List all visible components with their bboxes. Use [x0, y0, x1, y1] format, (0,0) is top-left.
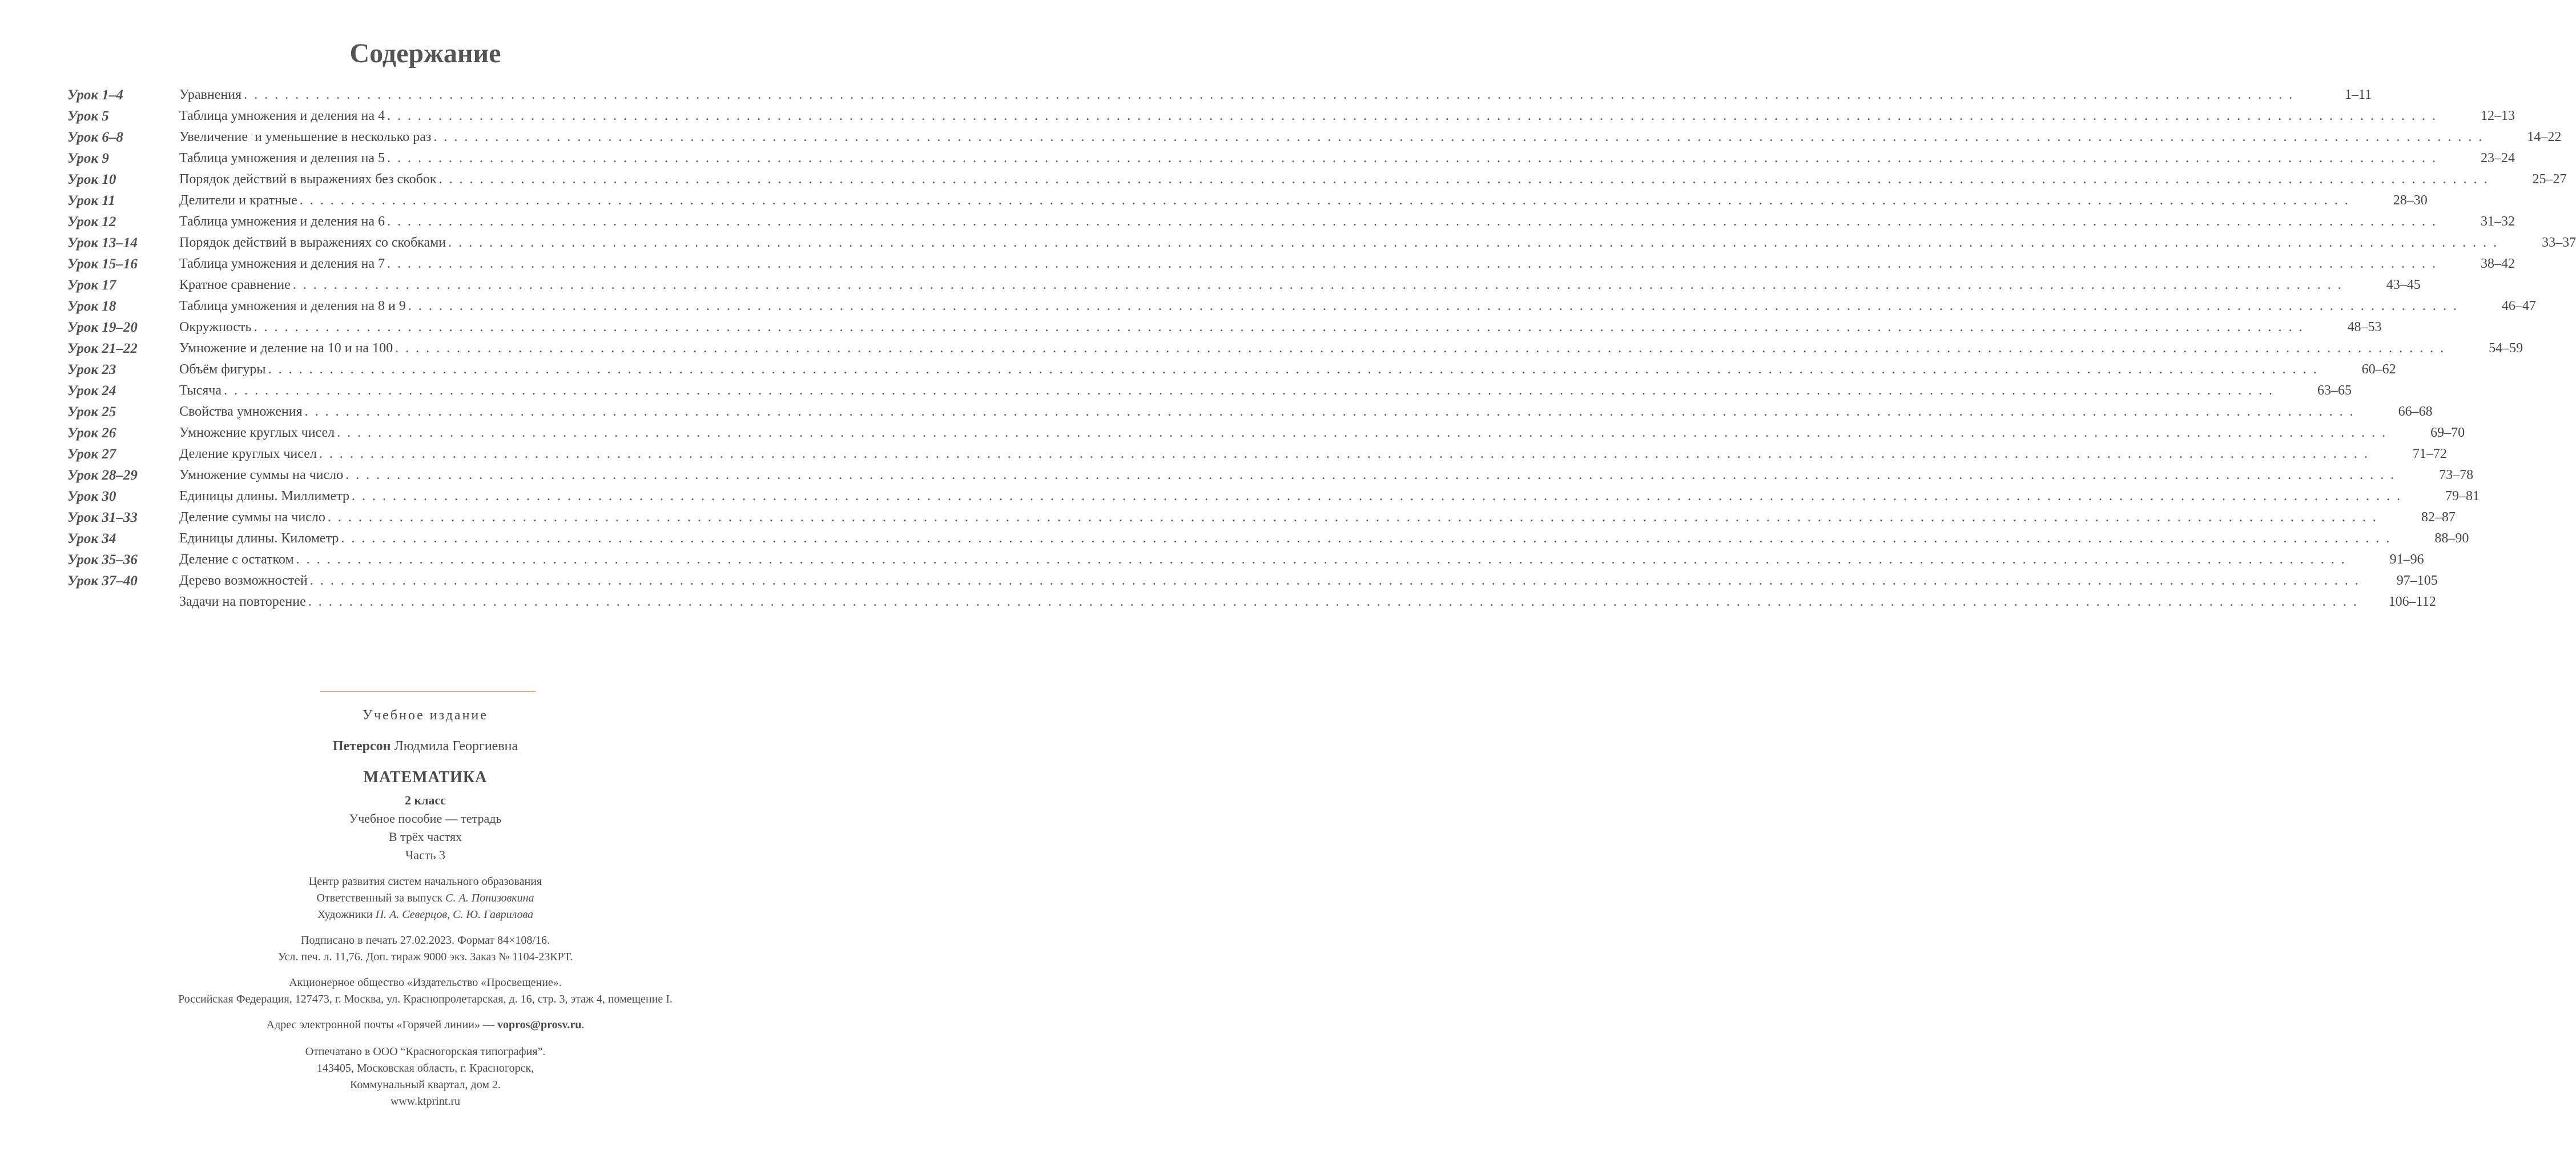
toc-pages: 88–90 — [2434, 531, 2469, 546]
toc-entry — [179, 338, 2523, 359]
toc-row — [67, 232, 2576, 253]
toc-entry — [179, 148, 2515, 169]
toc-leader-dots: . . . . . . . . . . . . . . . . . . . . . . . . . . . . . . . . . . . . . . . . . . . . . . . . . . . . . . . . . . . . . . . . . . . . . . . . . . . . . . . . . . . . . . . . . . . . . . . . . . . . . . . . . . . . . . . . . . . . . . . . . . . . . . . . . . . . . . . . . . . . . . . . . . . . . . . . . . . . . . . . . . . . . . . . . . . . . . . . . . . . . . . . . . . . . . . . . . . . . . . . — [308, 594, 2358, 609]
toc-entry — [179, 211, 2515, 232]
toc-leader-dots: . . . . . . . . . . . . . . . . . . . . . . . . . . . . . . . . . . . . . . . . . . . . . . . . . . . . . . . . . . . . . . . . . . . . . . . . . . . . . . . . . . . . . . . . . . . . . . . . . . . . . . . . . . . . . . . . . . . . . . . . . . . . . . . . . . . . . . . . . . . . . . . . . . . . . . . . . . . . . . . . . . . . . . . . . . . . . . . . . . . . . . . . . . . . . . . . . . . . . . . . — [341, 531, 2392, 546]
toc-row — [67, 338, 2523, 359]
toc-topic: Объём фигуры — [179, 362, 266, 377]
toc-leader-dots: . . . . . . . . . . . . . . . . . . . . . . . . . . . . . . . . . . . . . . . . . . . . . . . . . . . . . . . . . . . . . . . . . . . . . . . . . . . . . . . . . . . . . . . . . . . . . . . . . . . . . . . . . . . . . . . . . . . . . . . . . . . . . . . . . . . . . . . . . . . . . . . . . . . . . . . . . . . . . . . . . . . . . . . . . . . . . . . . . . . . . . . . . . . . . . . . . . . . . . . . — [387, 214, 2437, 229]
toc-leader-dots: . . . . . . . . . . . . . . . . . . . . . . . . . . . . . . . . . . . . . . . . . . . . . . . . . . . . . . . . . . . . . . . . . . . . . . . . . . . . . . . . . . . . . . . . . . . . . . . . . . . . . . . . . . . . . . . . . . . . . . . . . . . . . . . . . . . . . . . . . . . . . . . . . . . . . . . . . . . . . . . . . . . . . . . . . . . . . . . . . . . . . . . . . . . . . . . . . . . . . . . . — [224, 383, 2275, 398]
toc-entry — [179, 106, 2515, 127]
toc-row — [67, 507, 2456, 528]
toc-pages: 71–72 — [2412, 446, 2447, 461]
toc-topic: Порядок действий в выражениях без скобок — [179, 172, 437, 187]
toc-pages: 73–78 — [2439, 468, 2474, 482]
toc-leader-dots: . . . . . . . . . . . . . . . . . . . . . . . . . . . . . . . . . . . . . . . . . . . . . . . . . . . . . . . . . . . . . . . . . . . . . . . . . . . . . . . . . . . . . . . . . . . . . . . . . . . . . . . . . . . . . . . . . . . . . . . . . . . . . . . . . . . . . . . . . . . . . . . . . . . . . . . . . . . . . . . . . . . . . . . . . . . . . . . . . . . . . . . . . . . . . . . . . . . . . . . . — [438, 172, 2489, 187]
toc-topic: Окружность — [179, 320, 252, 335]
toc-entry — [179, 422, 2465, 444]
toc-row — [67, 401, 2433, 422]
toc-leader-dots: . . . . . . . . . . . . . . . . . . . . . . . . . . . . . . . . . . . . . . . . . . . . . . . . . . . . . . . . . . . . . . . . . . . . . . . . . . . . . . . . . . . . . . . . . . . . . . . . . . . . . . . . . . . . . . . . . . . . . . . . . . . . . . . . . . . . . . . . . . . . . . . . . . . . . . . . . . . . . . . . . . . . . . . . . . . . . . . . . . . . . . . . . . . . . . . . . . . . . . . . — [292, 277, 2343, 292]
signed-line: Подписано в печать 27.02.2023. Формат 84×108/16. — [301, 934, 550, 947]
email-suffix: . — [581, 1019, 585, 1031]
toc-topic: Уравнения — [179, 87, 242, 102]
toc-lesson: Урок 26 — [67, 425, 116, 441]
responsible-line — [0, 890, 851, 907]
table-of-contents — [67, 84, 2576, 613]
toc-topic: Свойства умножения — [179, 404, 303, 419]
imprint-block — [0, 706, 851, 1110]
toc-entry — [179, 465, 2474, 486]
printer-address-2: Коммунальный квартал, дом 2. — [350, 1078, 501, 1091]
toc-leader-dots: . . . . . . . . . . . . . . . . . . . . . . . . . . . . . . . . . . . . . . . . . . . . . . . . . . . . . . . . . . . . . . . . . . . . . . . . . . . . . . . . . . . . . . . . . . . . . . . . . . . . . . . . . . . . . . . . . . . . . . . . . . . . . . . . . . . . . . . . . . . . . . . . . . . . . . . . . . . . . . . . . . . . . . . . . . . . . . . . . . . . . . . . . . . . . . . . . . . . . . . . — [387, 256, 2437, 271]
toc-row — [67, 127, 2562, 148]
page-title: Содержание — [349, 38, 501, 69]
print-run-line: Усл. печ. л. 11,76. Доп. тираж 9000 экз. Заказ № 1104-23КРТ. — [277, 951, 573, 963]
toc-topic: Таблица умножения и деления на 6 — [179, 214, 385, 229]
book-parts: В трёх частях — [388, 830, 462, 844]
toc-lesson: Урок 35–36 — [67, 552, 138, 568]
toc-entry — [179, 444, 2447, 465]
toc-row — [67, 275, 2421, 296]
toc-topic: Увеличение и уменьшение в несколько раз — [179, 130, 432, 144]
toc-pages: 38–42 — [2480, 256, 2515, 271]
toc-leader-dots: . . . . . . . . . . . . . . . . . . . . . . . . . . . . . . . . . . . . . . . . . . . . . . . . . . . . . . . . . . . . . . . . . . . . . . . . . . . . . . . . . . . . . . . . . . . . . . . . . . . . . . . . . . . . . . . . . . . . . . . . . . . . . . . . . . . . . . . . . . . . . . . . . . . . . . . . . . . . . . . . . . . . . . . . . . . . . . . . . . . . . . . . . . . . . . . . . . . . . . . . — [268, 362, 2319, 377]
toc-lesson: Урок 10 — [67, 172, 116, 187]
toc-pages: 91–96 — [2389, 552, 2424, 567]
author-surname: Петерсон — [332, 739, 391, 754]
toc-pages: 54–59 — [2489, 341, 2523, 356]
toc-entry — [179, 359, 2396, 380]
toc-row — [67, 570, 2438, 591]
toc-row — [67, 190, 2428, 211]
toc-leader-dots: . . . . . . . . . . . . . . . . . . . . . . . . . . . . . . . . . . . . . . . . . . . . . . . . . . . . . . . . . . . . . . . . . . . . . . . . . . . . . . . . . . . . . . . . . . . . . . . . . . . . . . . . . . . . . . . . . . . . . . . . . . . . . . . . . . . . . . . . . . . . . . . . . . . . . . . . . . . . . . . . . . . . . . . . . . . . . . . . . . . . . . . . . . . . . . . . . . . . . . . . — [304, 404, 2355, 419]
toc-pages: 97–105 — [2396, 573, 2438, 588]
toc-pages: 12–13 — [2480, 108, 2515, 123]
toc-pages: 69–70 — [2430, 425, 2465, 440]
author-line — [0, 737, 851, 756]
artists-names: П. А. Северцов, С. Ю. Гаврилова — [375, 908, 534, 921]
toc-entry — [179, 507, 2456, 528]
toc-leader-dots: . . . . . . . . . . . . . . . . . . . . . . . . . . . . . . . . . . . . . . . . . . . . . . . . . . . . . . . . . . . . . . . . . . . . . . . . . . . . . . . . . . . . . . . . . . . . . . . . . . . . . . . . . . . . . . . . . . . . . . . . . . . . . . . . . . . . . . . . . . . . . . . . . . . . . . . . . . . . . . . . . . . . . . . . . . . . . . . . . . . . . . . . . . . . . . . . . . . . . . . . — [253, 320, 2304, 335]
toc-row — [67, 591, 2436, 613]
divider-line — [320, 691, 536, 692]
printed-by-line: Отпечатано в ООО “Красногорская типография”. — [305, 1045, 546, 1058]
artists-line — [0, 907, 851, 923]
subject-title: МАТЕМАТИКА — [363, 768, 488, 786]
toc-pages: 60–62 — [2361, 362, 2396, 377]
toc-lesson: Урок 34 — [67, 531, 116, 546]
toc-leader-dots: . . . . . . . . . . . . . . . . . . . . . . . . . . . . . . . . . . . . . . . . . . . . . . . . . . . . . . . . . . . . . . . . . . . . . . . . . . . . . . . . . . . . . . . . . . . . . . . . . . . . . . . . . . . . . . . . . . . . . . . . . . . . . . . . . . . . . . . . . . . . . . . . . . . . . . . . . . . . . . . . . . . . . . . . . . . . . . . . . . . . . . . . . . . . . . . . . . . . . . . . — [351, 489, 2402, 504]
toc-entry — [179, 190, 2428, 211]
toc-row — [67, 296, 2536, 317]
toc-leader-dots: . . . . . . . . . . . . . . . . . . . . . . . . . . . . . . . . . . . . . . . . . . . . . . . . . . . . . . . . . . . . . . . . . . . . . . . . . . . . . . . . . . . . . . . . . . . . . . . . . . . . . . . . . . . . . . . . . . . . . . . . . . . . . . . . . . . . . . . . . . . . . . . . . . . . . . . . . . . . . . . . . . . . . . . . . . . . . . . . . . . . . . . . . . . . . . . . . . . . . . . . — [433, 130, 2484, 144]
toc-pages: 66–68 — [2398, 404, 2433, 419]
toc-lesson: Урок 17 — [67, 277, 116, 293]
toc-lesson: Урок 11 — [67, 193, 115, 208]
toc-row — [67, 380, 2352, 401]
toc-topic: Умножение суммы на число — [179, 468, 344, 482]
email-link[interactable]: vopros@prosv.ru — [497, 1019, 582, 1031]
book-part: Часть 3 — [405, 848, 445, 862]
toc-pages: 43–45 — [2386, 277, 2421, 292]
toc-leader-dots: . . . . . . . . . . . . . . . . . . . . . . . . . . . . . . . . . . . . . . . . . . . . . . . . . . . . . . . . . . . . . . . . . . . . . . . . . . . . . . . . . . . . . . . . . . . . . . . . . . . . . . . . . . . . . . . . . . . . . . . . . . . . . . . . . . . . . . . . . . . . . . . . . . . . . . . . . . . . . . . . . . . . . . . . . . . . . . . . . . . . . . . . . . . . . . . . . . . . . . . . — [337, 425, 2388, 440]
toc-leader-dots: . . . . . . . . . . . . . . . . . . . . . . . . . . . . . . . . . . . . . . . . . . . . . . . . . . . . . . . . . . . . . . . . . . . . . . . . . . . . . . . . . . . . . . . . . . . . . . . . . . . . . . . . . . . . . . . . . . . . . . . . . . . . . . . . . . . . . . . . . . . . . . . . . . . . . . . . . . . . . . . . . . . . . . . . . . . . . . . . . . . . . . . . . . . . . . . . . . . . . . . . — [408, 299, 2458, 313]
toc-lesson: Урок 15–16 — [67, 256, 138, 272]
toc-topic: Единицы длины. Километр — [179, 531, 339, 546]
toc-row — [67, 486, 2480, 507]
toc-pages: 63–65 — [2317, 383, 2352, 398]
toc-row — [67, 444, 2447, 465]
responsible-label: Ответственный за выпуск — [316, 892, 443, 904]
edition-label: Учебное издание — [363, 708, 488, 723]
toc-topic: Таблица умножения и деления на 4 — [179, 108, 385, 123]
toc-topic: Таблица умножения и деления на 8 и 9 — [179, 299, 406, 313]
toc-pages: 31–32 — [2480, 214, 2515, 229]
printer-site[interactable]: www.ktprint.ru — [390, 1095, 461, 1108]
toc-topic: Порядок действий в выражениях со скобками — [179, 235, 446, 250]
toc-lesson: Урок 37–40 — [67, 573, 138, 589]
book-type: Учебное пособие — тетрадь — [349, 811, 502, 826]
responsible-name: С. А. Понизовкина — [445, 892, 534, 904]
toc-lesson: Урок 12 — [67, 214, 116, 230]
toc-topic: Таблица умножения и деления на 7 — [179, 256, 385, 271]
toc-row — [67, 169, 2567, 190]
toc-row — [67, 359, 2396, 380]
toc-entry — [179, 528, 2469, 549]
toc-lesson: Урок 30 — [67, 489, 116, 504]
toc-pages: 25–27 — [2532, 172, 2567, 187]
toc-row — [67, 84, 2372, 106]
toc-topic: Делители и кратные — [179, 193, 297, 208]
toc-pages: 46–47 — [2501, 299, 2536, 313]
toc-leader-dots: . . . . . . . . . . . . . . . . . . . . . . . . . . . . . . . . . . . . . . . . . . . . . . . . . . . . . . . . . . . . . . . . . . . . . . . . . . . . . . . . . . . . . . . . . . . . . . . . . . . . . . . . . . . . . . . . . . . . . . . . . . . . . . . . . . . . . . . . . . . . . . . . . . . . . . . . . . . . . . . . . . . . . . . . . . . . . . . . . . . . . . . . . . . . . . . . . . . . . . . . — [244, 87, 2295, 102]
toc-pages: 33–37 — [2542, 235, 2576, 250]
toc-lesson: Урок 28–29 — [67, 468, 138, 483]
artists-label: Художники — [317, 908, 373, 921]
toc-row — [67, 528, 2469, 549]
toc-lesson: Урок 21–22 — [67, 341, 138, 356]
toc-leader-dots: . . . . . . . . . . . . . . . . . . . . . . . . . . . . . . . . . . . . . . . . . . . . . . . . . . . . . . . . . . . . . . . . . . . . . . . . . . . . . . . . . . . . . . . . . . . . . . . . . . . . . . . . . . . . . . . . . . . . . . . . . . . . . . . . . . . . . . . . . . . . . . . . . . . . . . . . . . . . . . . . . . . . . . . . . . . . . . . . . . . . . . . . . . . . . . . . . . . . . . . . — [448, 235, 2499, 250]
toc-pages: 79–81 — [2445, 489, 2480, 504]
toc-entry — [179, 317, 2382, 338]
toc-topic: Деление с остатком — [179, 552, 294, 567]
toc-lesson: Урок 18 — [67, 299, 116, 314]
toc-entry — [179, 253, 2515, 275]
toc-pages: 14–22 — [2527, 130, 2562, 144]
toc-row — [67, 253, 2515, 275]
toc-topic: Умножение круглых чисел — [179, 425, 335, 440]
toc-entry — [179, 232, 2576, 253]
toc-topic: Умножение и деление на 10 и на 100 — [179, 341, 393, 356]
toc-leader-dots: . . . . . . . . . . . . . . . . . . . . . . . . . . . . . . . . . . . . . . . . . . . . . . . . . . . . . . . . . . . . . . . . . . . . . . . . . . . . . . . . . . . . . . . . . . . . . . . . . . . . . . . . . . . . . . . . . . . . . . . . . . . . . . . . . . . . . . . . . . . . . . . . . . . . . . . . . . . . . . . . . . . . . . . . . . . . . . . . . . . . . . . . . . . . . . . . . . . . . . . . — [299, 193, 2350, 208]
toc-leader-dots: . . . . . . . . . . . . . . . . . . . . . . . . . . . . . . . . . . . . . . . . . . . . . . . . . . . . . . . . . . . . . . . . . . . . . . . . . . . . . . . . . . . . . . . . . . . . . . . . . . . . . . . . . . . . . . . . . . . . . . . . . . . . . . . . . . . . . . . . . . . . . . . . . . . . . . . . . . . . . . . . . . . . . . . . . . . . . . . . . . . . . . . . . . . . . . . . . . . . . . . . — [327, 510, 2378, 525]
toc-topic: Задачи на повторение — [179, 594, 306, 609]
toc-pages: 82–87 — [2421, 510, 2456, 525]
toc-entry — [179, 169, 2567, 190]
toc-entry — [179, 486, 2480, 507]
toc-entry — [179, 275, 2421, 296]
toc-lesson: Урок 9 — [67, 151, 109, 166]
toc-entry — [179, 380, 2352, 401]
email-label: Адрес электронной почты «Горячей линии» — — [266, 1019, 494, 1031]
toc-entry — [179, 84, 2372, 106]
toc-lesson: Урок 1–4 — [67, 87, 123, 103]
toc-lesson: Урок 31–33 — [67, 510, 138, 525]
publisher-line: Акционерное общество «Издательство «Просвещение». — [289, 976, 562, 989]
toc-leader-dots: . . . . . . . . . . . . . . . . . . . . . . . . . . . . . . . . . . . . . . . . . . . . . . . . . . . . . . . . . . . . . . . . . . . . . . . . . . . . . . . . . . . . . . . . . . . . . . . . . . . . . . . . . . . . . . . . . . . . . . . . . . . . . . . . . . . . . . . . . . . . . . . . . . . . . . . . . . . . . . . . . . . . . . . . . . . . . . . . . . . . . . . . . . . . . . . . . . . . . . . . — [345, 468, 2396, 482]
toc-topic: Деление круглых чисел — [179, 446, 317, 461]
toc-lesson: Урок 13–14 — [67, 235, 138, 251]
grade-label: 2 класс — [404, 793, 446, 807]
toc-pages: 48–53 — [2347, 320, 2382, 335]
toc-pages: 28–30 — [2393, 193, 2428, 208]
toc-leader-dots: . . . . . . . . . . . . . . . . . . . . . . . . . . . . . . . . . . . . . . . . . . . . . . . . . . . . . . . . . . . . . . . . . . . . . . . . . . . . . . . . . . . . . . . . . . . . . . . . . . . . . . . . . . . . . . . . . . . . . . . . . . . . . . . . . . . . . . . . . . . . . . . . . . . . . . . . . . . . . . . . . . . . . . . . . . . . . . . . . . . . . . . . . . . . . . . . . . . . . . . . — [387, 151, 2437, 166]
toc-topic: Деление суммы на число — [179, 510, 325, 525]
toc-pages: 1–11 — [2344, 87, 2372, 102]
email-line — [0, 1017, 851, 1033]
toc-topic: Кратное сравнение — [179, 277, 291, 292]
toc-topic: Единицы длины. Миллиметр — [179, 489, 349, 504]
toc-leader-dots: . . . . . . . . . . . . . . . . . . . . . . . . . . . . . . . . . . . . . . . . . . . . . . . . . . . . . . . . . . . . . . . . . . . . . . . . . . . . . . . . . . . . . . . . . . . . . . . . . . . . . . . . . . . . . . . . . . . . . . . . . . . . . . . . . . . . . . . . . . . . . . . . . . . . . . . . . . . . . . . . . . . . . . . . . . . . . . . . . . . . . . . . . . . . . . . . . . . . . . . . — [296, 552, 2346, 567]
toc-entry — [179, 549, 2424, 570]
toc-topic: Дерево возможностей — [179, 573, 308, 588]
toc-row — [67, 549, 2424, 570]
toc-entry — [179, 296, 2536, 317]
author-name: Людмила Георгиевна — [394, 739, 518, 754]
toc-leader-dots: . . . . . . . . . . . . . . . . . . . . . . . . . . . . . . . . . . . . . . . . . . . . . . . . . . . . . . . . . . . . . . . . . . . . . . . . . . . . . . . . . . . . . . . . . . . . . . . . . . . . . . . . . . . . . . . . . . . . . . . . . . . . . . . . . . . . . . . . . . . . . . . . . . . . . . . . . . . . . . . . . . . . . . . . . . . . . . . . . . . . . . . . . . . . . . . . . . . . . . . . — [319, 446, 2369, 461]
toc-entry — [179, 591, 2436, 613]
toc-lesson: Урок 23 — [67, 362, 116, 377]
toc-row — [67, 106, 2515, 127]
toc-row — [67, 148, 2515, 169]
toc-lesson: Урок 5 — [67, 108, 109, 124]
publisher-address: Российская Федерация, 127473, г. Москва, ул. Краснопролетарская, д. 16, стр. 3, этаж 4, помещение I. — [178, 993, 673, 1005]
toc-leader-dots: . . . . . . . . . . . . . . . . . . . . . . . . . . . . . . . . . . . . . . . . . . . . . . . . . . . . . . . . . . . . . . . . . . . . . . . . . . . . . . . . . . . . . . . . . . . . . . . . . . . . . . . . . . . . . . . . . . . . . . . . . . . . . . . . . . . . . . . . . . . . . . . . . . . . . . . . . . . . . . . . . . . . . . . . . . . . . . . . . . . . . . . . . . . . . . . . . . . . . . . . — [309, 573, 2360, 588]
toc-pages: 106–112 — [2388, 594, 2436, 609]
toc-row — [67, 422, 2465, 444]
toc-lesson: Урок 24 — [67, 383, 116, 399]
toc-row — [67, 317, 2382, 338]
toc-topic: Тысяча — [179, 383, 222, 398]
toc-lesson: Урок 25 — [67, 404, 116, 420]
toc-entry — [179, 127, 2562, 148]
toc-lesson: Урок 6–8 — [67, 130, 123, 145]
toc-lesson: Урок 27 — [67, 446, 116, 462]
toc-row — [67, 211, 2515, 232]
toc-leader-dots: . . . . . . . . . . . . . . . . . . . . . . . . . . . . . . . . . . . . . . . . . . . . . . . . . . . . . . . . . . . . . . . . . . . . . . . . . . . . . . . . . . . . . . . . . . . . . . . . . . . . . . . . . . . . . . . . . . . . . . . . . . . . . . . . . . . . . . . . . . . . . . . . . . . . . . . . . . . . . . . . . . . . . . . . . . . . . . . . . . . . . . . . . . . . . . . . . . . . . . . . — [387, 108, 2437, 123]
center-line: Центр развития систем начального образования — [308, 875, 542, 888]
toc-row — [67, 465, 2474, 486]
toc-pages: 23–24 — [2480, 151, 2515, 166]
toc-lesson: Урок 19–20 — [67, 320, 138, 335]
toc-topic: Таблица умножения и деления на 5 — [179, 151, 385, 166]
toc-entry — [179, 570, 2438, 591]
toc-leader-dots: . . . . . . . . . . . . . . . . . . . . . . . . . . . . . . . . . . . . . . . . . . . . . . . . . . . . . . . . . . . . . . . . . . . . . . . . . . . . . . . . . . . . . . . . . . . . . . . . . . . . . . . . . . . . . . . . . . . . . . . . . . . . . . . . . . . . . . . . . . . . . . . . . . . . . . . . . . . . . . . . . . . . . . . . . . . . . . . . . . . . . . . . . . . . . . . . . . . . . . . . — [395, 341, 2446, 356]
printer-address-1: 143405, Московская область, г. Красногорск, — [316, 1062, 534, 1074]
toc-entry — [179, 401, 2433, 422]
